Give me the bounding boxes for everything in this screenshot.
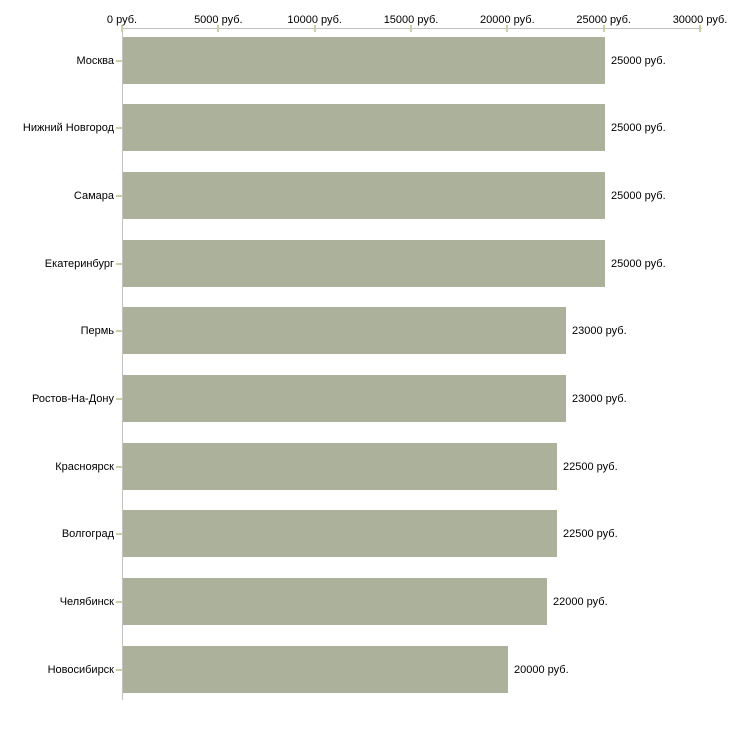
bar-5 bbox=[123, 307, 566, 354]
y-axis-tick-mark bbox=[116, 195, 122, 197]
bar-10 bbox=[123, 646, 508, 693]
bar-3 bbox=[123, 172, 605, 219]
y-axis-tick-mark bbox=[116, 669, 122, 671]
category-label: Пермь bbox=[80, 325, 114, 337]
value-label: 22000 руб. bbox=[553, 596, 608, 608]
category-label: Самара bbox=[73, 190, 114, 202]
category-label: Москва bbox=[76, 55, 114, 67]
y-axis-tick-mark bbox=[116, 398, 122, 400]
category-label: Екатеринбург bbox=[44, 258, 114, 270]
bar-2 bbox=[123, 104, 605, 151]
x-axis-tick-label: 0 руб. bbox=[106, 14, 138, 26]
value-label: 22500 руб. bbox=[563, 461, 618, 473]
bar-8 bbox=[123, 510, 557, 557]
y-axis-tick-mark bbox=[116, 466, 122, 468]
x-axis-tick-label: 15000 руб. bbox=[383, 14, 439, 26]
value-label: 23000 руб. bbox=[572, 393, 627, 405]
category-label: Волгоград bbox=[61, 528, 114, 540]
x-axis-tick-label: 10000 руб. bbox=[287, 14, 342, 26]
x-axis-tick-label: 30000 руб. bbox=[672, 14, 728, 26]
y-axis-tick-mark bbox=[116, 127, 122, 129]
x-axis-line bbox=[122, 28, 702, 29]
x-axis-tick-label: 20000 руб. bbox=[480, 14, 535, 26]
value-label: 20000 руб. bbox=[514, 664, 569, 676]
bar-9 bbox=[123, 578, 547, 625]
category-label: Красноярск bbox=[55, 461, 114, 473]
x-axis-tick-label: 25000 руб. bbox=[576, 14, 631, 26]
value-label: 23000 руб. bbox=[572, 325, 627, 337]
value-label: 25000 руб. bbox=[611, 122, 666, 134]
value-label: 22500 руб. bbox=[563, 528, 618, 540]
category-label: Нижний Новгород bbox=[22, 122, 114, 134]
y-axis-tick-mark bbox=[116, 601, 122, 603]
value-label: 25000 руб. bbox=[611, 55, 666, 67]
value-label: 25000 руб. bbox=[611, 258, 666, 270]
y-axis-tick-mark bbox=[116, 533, 122, 535]
y-axis-tick-mark bbox=[116, 330, 122, 332]
bar-6 bbox=[123, 375, 566, 422]
bar-4 bbox=[123, 240, 605, 287]
bar-7 bbox=[123, 443, 557, 490]
category-label: Челябинск bbox=[59, 596, 114, 608]
value-label: 25000 руб. bbox=[611, 190, 666, 202]
y-axis-tick-mark bbox=[116, 60, 122, 62]
y-axis-tick-mark bbox=[116, 263, 122, 265]
bar-1 bbox=[123, 37, 605, 84]
category-label: Ростов-На-Дону bbox=[31, 393, 114, 405]
category-label: Новосибирск bbox=[47, 664, 114, 676]
x-axis-tick-label: 5000 руб. bbox=[194, 14, 243, 26]
